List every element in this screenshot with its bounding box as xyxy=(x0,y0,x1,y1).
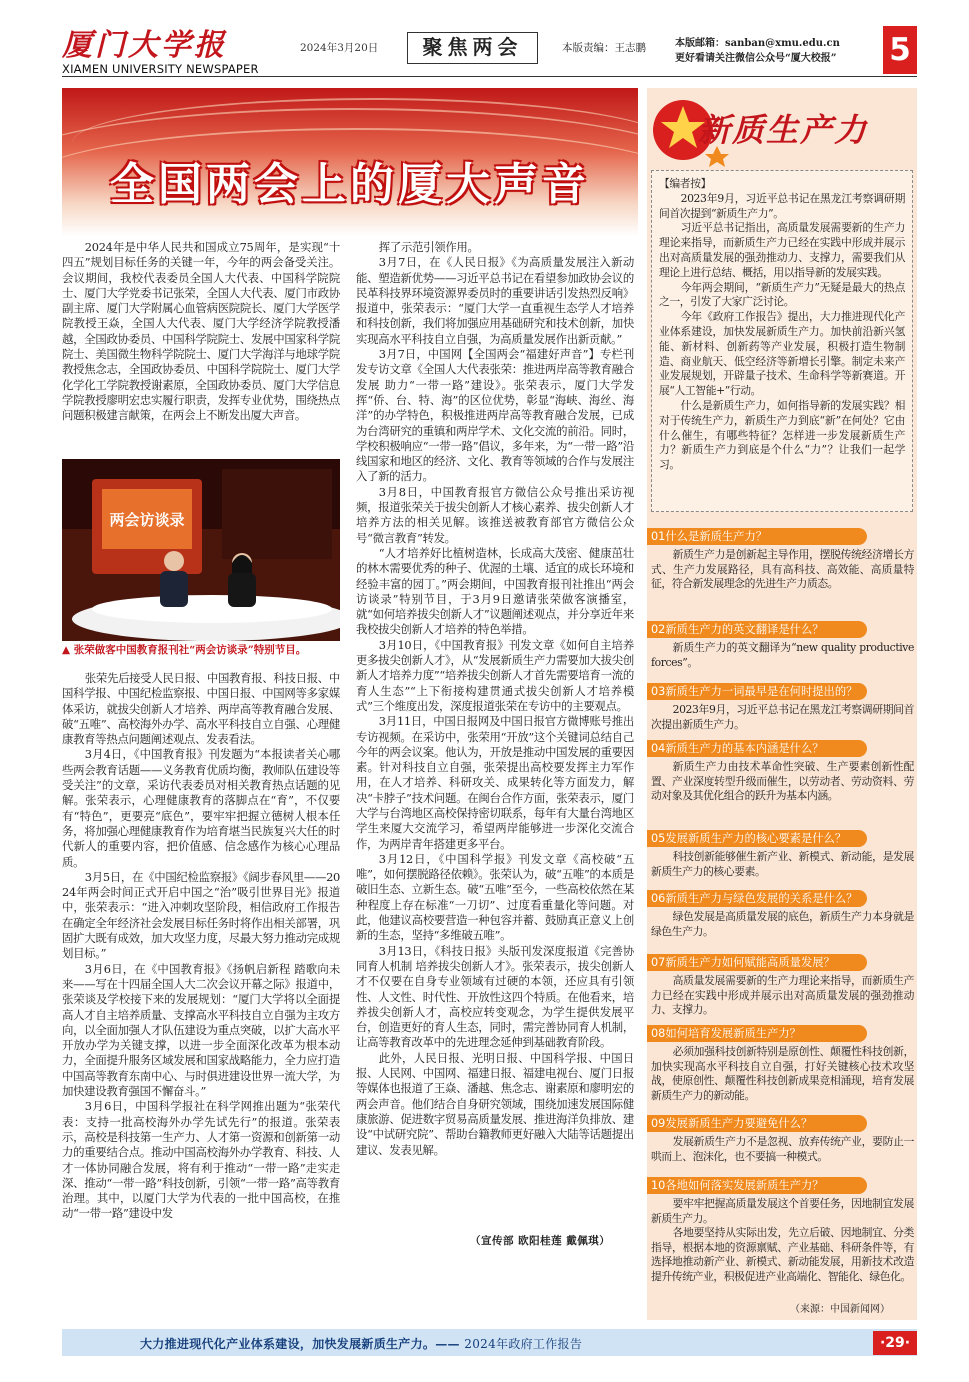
editor-note-box xyxy=(651,170,913,512)
editor-note-paragraph: 今年《政府工作报告》提出，大力推进现代化产业体系建设，加快发展新质生产力。加快前沿新兴氢能、新材料、创新药等产业发展，积极打造生物制造、商业航天、低空经济等新增长引擎。制定未来产业发展规划，开辟量子技术、生命科学等新赛道。开展“人工智能+”行动。 xyxy=(659,310,905,398)
page-number-badge: 5 xyxy=(883,26,917,74)
qa-answer xyxy=(651,548,914,592)
qa-question: 08如何培育发展新质生产力？ xyxy=(647,1025,867,1042)
headline: 全国两会上的厦大声音 xyxy=(110,159,590,210)
qa-answer xyxy=(651,850,914,879)
qa-answer-paragraph: 高质量发展需要新的生产力理论来指导，而新质生产力已经在实践中形成并展示出对高质量发展的强劲推动力、支撑力。 xyxy=(651,974,914,1016)
article-paragraph: 此外，人民日报、光明日报、中国科学报、中国日报、人民网、中国网、福建日报、福建电视台、厦门日报等媒体也报道了王焱、潘越、焦念志、谢素原和廖明宏的两会声音。他们结合自身研究领域，围绕加速发展国际健康旅游、促进数字贸易高质量发展、推进海洋负排放、建设“中试研究院”、帮助台籍教师更好融入大陆等话题提出建议、发表见解。 xyxy=(356,1050,634,1157)
article-paragraph: 3月5日，在《中国纪检监察报》《阔步春风里——2024年两会时间正式开启中国之“治”吸引世界目光》报道中，张荣表示：“进入冲刺攻坚阶段，相信政府工作报告在确定全年经济社会发展目标任务时将作出相关部署，巩固扩大既有成效，加大攻坚力度，尽最大努力推动完成规划目标。” xyxy=(62,869,340,961)
sidebar-title: 新质生产力 xyxy=(698,111,869,149)
qa-answer xyxy=(651,1197,914,1284)
article-byline: （宣传部 欧阳桂莲 戴佩琪） xyxy=(470,1235,611,1247)
qa-question: 09发展新质生产力要避免什么？ xyxy=(647,1115,867,1132)
qa-answer-paragraph: 各地要坚持从实际出发，先立后破、因地制宜、分类指导，根据本地的资源禀赋、产业基础、科研条件等，有选择地推动新产业、新模式、新动能发展，用新技术改造提升传统产业，积极促进产业高端化、智能化、绿色化。 xyxy=(651,1226,914,1283)
qa-answer xyxy=(651,1045,914,1103)
page-editor: 本版责编：王志鹏 xyxy=(562,42,646,54)
editor-note-paragraph: 今年两会期间，“新质生产力”无疑是最大的热点之一，引发了大家广泛讨论。 xyxy=(659,280,905,309)
article-column-1 xyxy=(62,240,340,424)
qa-question: 10各地如何落实发展新质生产力？ xyxy=(647,1177,867,1194)
qa-question: 05发展新质生产力的核心要素是什么？ xyxy=(647,830,867,847)
studio-scene xyxy=(62,459,340,654)
article-column-2 xyxy=(356,240,634,1158)
email-line: 本版邮箱：sanban@xmu.edu.cn xyxy=(675,38,840,49)
article-paragraph: 3月11日，中国日报网及中国日报官方微博账号推出专访视频。在采访中，张荣用“开放”这个关键词总结自己今年的两会议案。他认为，开放是推动中国发展的重要因素。针对科技自立自强，张荣提出高校要发挥主力军作用，在人才培养、科研攻关、成果转化等方面发力，解决“卡脖子”技术问题。在闽台合作方面，张荣表示，厦门大学与台湾地区高校保持密切联系，每年有大量台湾地区学生来厦大交流学习，希望两岸能够进一步深化交流合作，为两岸青年搭建更多平台。 xyxy=(356,714,634,851)
article-paragraph: 3月6日，在《中国教育报》《扬帆启新程 踏歌向未来——写在十四届全国人大二次会议开幕之际》报道中，张荣谈及学校接下来的发展规划：“厦门大学将以全面提高人才自主培养质量、支撑高水平科技自立自强为主攻方向，以全面加强人才队伍建设为重点突破，以扩大高水平开放办学为关键支撑，以进一步全面深化改革为根本动力，全面提升服务区域发展和国家战略能力，全力应打造中国高等教育东南中心、与时俱进建设世界一流大学，为加快建设教育强国不懈奋斗。” xyxy=(62,961,340,1099)
article-paragraph: 3月6日，中国科学报社在科学网推出题为“张荣代表：支持一批高校海外办学先试先行”的报道。张荣表示，高校是科技第一生产力、人才第一资源和创新第一动力的重要结合点。推动中国高校海外办学教育、科技、人才一体协同融合发展，将有利于推动“一带一路”走实走深、推动“一带一路”科技创新，引领“一带一路”高等教育治理。其中，以厦门大学为代表的一批中国高校，在推动“一带一路”建设中发 xyxy=(62,1099,340,1221)
qa-question: 04新质生产力的基本内涵是什么？ xyxy=(647,740,867,757)
contact-info xyxy=(675,36,840,66)
qa-answer-paragraph: 发展新质生产力不是忽视、放弃传统产业，要防止一哄而上、泡沫化，也不要搞一种模式。 xyxy=(651,1135,914,1163)
host-head xyxy=(164,551,184,571)
headline-banner xyxy=(62,88,638,236)
qa-question: 02新质生产力的英文翻译是什么？ xyxy=(647,621,867,638)
qa-answer-paragraph: 新质生产力的英文翻译为“new quality productive forces”。 xyxy=(651,641,914,669)
section-title: 聚焦两会 xyxy=(407,32,538,64)
article-paragraph: 3月4日，《中国教育报》刊发题为“本报读者关心哪些两会教育话题——义务教育优质均衡，教师队伍建设等受关注”的文章，采访代表委员对相关教育热点话题的见解。张荣表示，心理健康教育的落脚点在“育”，不仅要有“特色”，更要亮“底色”，要牢牢把握立德树人根本任务，将加强心理健康教育作为培育堪当民族复兴大任的时代新人的重要内容，把价值感、信念感作为核心心理品质。 xyxy=(62,747,340,869)
qa-question: 06新质生产力与绿色发展的关系是什么？ xyxy=(647,890,867,907)
masthead-logo: 厦门大学报 xyxy=(62,28,227,63)
host-body xyxy=(160,571,188,607)
editor-note-paragraph: 习近平总书记指出，高质量发展需要新的生产力理论来指导，而新质生产力已经在实践中形成并展示出对高质量发展的强劲推动力、支撑力，需要我们从理论上进行总结、概括，用以指导新的发展实践。 xyxy=(659,221,905,279)
qa-question: 03新质生产力一词最早是在何时提出的？ xyxy=(647,683,867,700)
qa-answer-paragraph: 要牢牢把握高质量发展这个首要任务，因地制宜发展新质生产力。 xyxy=(651,1197,914,1225)
qa-answer-paragraph: 科技创新能够催生新产业、新模式、新动能，是发展新质生产力的核心要素。 xyxy=(651,850,914,878)
article-paragraph: “人才培养好比植树造林，长成高大茂密、健康茁壮的林木需要优秀的种子、优渥的土壤、适宜的成长环境和经验丰富的园丁。”两会期间，中国教育报刊社推出“两会访谈录”特别节目，于3月9日邀请张荣做客演播室，就“如何培养拔尖创新人才”议题阐述观点，并分享近年来我校拔尖创新人才培养的特色举措。 xyxy=(356,545,634,637)
footer-page-number: ·29· xyxy=(873,1331,917,1355)
article-paragraph: 2024年是中华人民共和国成立75周年，是实现“十四五”规划目标任务的关键一年，今年的两会备受关注。会议期间，我校代表委员全国人大代表、中国科学院院士、厦门大学党委书记张荣，全国人大代表、厦门市政协副主席、厦门大学附属心血管病医院院长、厦门大学医学院教授王焱，全国人大代表、厦门大学经济学院教授潘越，全国政协委员、中国科学院院士、发展中国家科学院院士、美国微生物科学院院士、厦门大学海洋与地球学院教授焦念志，全国政协委员、中国科学院院士、厦门大学化学化工学院教授谢素原，全国政协委员、厦门大学信息学院教授廖明宏忠实履行职责，发挥专业优势，围绕热点问题积极建言献策，在两会上不断发出厦大声音。 xyxy=(62,240,340,423)
qa-answer xyxy=(651,1135,914,1164)
qa-question: 07新质生产力如何赋能高质量发展？ xyxy=(647,954,867,971)
qa-answer-paragraph: 新质生产力是创新起主导作用，摆脱传统经济增长方式、生产力发展路径，具有高科技、高效能、高质量特征，符合新发展理念的先进生产力质态。 xyxy=(651,548,914,590)
article-paragraph: 挥了示范引领作用。 xyxy=(378,240,479,254)
follow-line: 更好看请关注微信公众号“厦大校报” xyxy=(675,53,837,64)
masthead-english: XIAMEN UNIVERSITY NEWSPAPER xyxy=(62,62,259,76)
interview-photo xyxy=(62,459,340,654)
qa-question: 01什么是新质生产力？ xyxy=(647,528,867,545)
studio-sign: 两会访谈录 xyxy=(109,511,185,529)
qa-answer-paragraph: 新质生产力由技术革命性突破、生产要素创新性配置、产业深度转型升级而催生，以劳动者、劳动资料、劳动对象及其优化组合的跃升为基本内涵。 xyxy=(651,760,914,802)
qa-answer xyxy=(651,910,914,939)
footer-quote-text: 大力推进现代化产业体系建设，加快发展新质生产力。—— xyxy=(140,1337,460,1351)
photo-caption: ▲ 张荣做客中国教育报刊社“两会访谈录”特别节目。 xyxy=(62,641,340,657)
article-paragraph: 3月12日，《中国科学报》刊发文章《高校破“五唯”，如何摆脱路径依赖》。张荣认为，破“五唯”的本质是破旧生态、立新生态。破“五唯”至今，一些高校依然在某种程度上存在标准“一刀切”、过度看重量化等问题。对此，他建议高校要营造一种包容并蓄、鼓励真正意义上创新的生态，坚持“多维破五唯”。 xyxy=(356,851,634,943)
article-column-1-continued xyxy=(62,671,340,1222)
qa-answer xyxy=(651,974,914,1018)
issue-date: 2024年3月20日 xyxy=(300,42,379,54)
desk-top xyxy=(92,595,332,623)
footer-quote-source: 2024年政府工作报告 xyxy=(464,1337,583,1351)
sidebar-source: （来源：中国新闻网） xyxy=(790,1304,890,1315)
qa-answer-paragraph: 必须加强科技创新特别是原创性、颠覆性科技创新，加快实现高水平科技自立自强，打好关键核心技术攻坚战，使原创性、颠覆性科技创新成果竞相涌现，培育发展新质生产力的新动能。 xyxy=(651,1045,914,1102)
header-divider xyxy=(62,76,917,77)
qa-answer xyxy=(651,760,914,804)
editor-note-label: 【编者按】 xyxy=(659,177,711,190)
qa-answer xyxy=(651,703,914,732)
article-paragraph: 3月13日，《科技日报》头版刊发深度报道《完善协同育人机制 培养拔尖创新人才》。张荣表示，拔尖创新人才不仅要在自身专业领域有过硬的本领，还应具有引领性、人文性、时代性、开放性这四个特质。在他看来，培养拔尖创新人才，高校应转变观念，为学生提供发展平台，创造更好的育人生态，同时，需完善协同育人机制，让高等教育改革中的先进理念延伸到基础教育阶段。 xyxy=(356,943,634,1050)
guest-body xyxy=(228,573,256,607)
qa-answer-paragraph: 绿色发展是高质量发展的底色，新质生产力本身就是绿色生产力。 xyxy=(651,910,914,938)
article-paragraph: 3月8日，中国教育报官方微信公众号推出采访视频，报道张荣关于拔尖创新人才核心素养、拔尖创新人才培养方法的相关见解。该推送被教育部官方微信公众号“微言教育”转发。 xyxy=(356,484,634,545)
article-paragraph: 3月7日，在《人民日报》《为高质量发展注入新动能、塑造新优势——习近平总书记在看望参加政协会议的民革科技界环境资源界委员时的重要讲话引发热烈反响》报道中，张荣表示：“厦门大学一直重视生态学人才培养和科技创新，我们将加强应用基础研究和技术创新，加快实现高水平科技自立自强，为高质量发展作出新贡献。” xyxy=(356,255,634,346)
article-paragraph: 3月10日，《中国教育报》刊发文章《如何自主培养更多拔尖创新人才》，从“发展新质生产力需要加大拔尖创新人才培养力度”“培养拔尖创新人才首先需要培育一流的育人生态”“上下衔接构建贯通式拔尖创新人才培养模式”三个维度出发，深度报道张荣在专访中的主要观点。 xyxy=(356,637,634,713)
editor-note-paragraph: 什么是新质生产力，如何指导新的发展实践？相对于传统生产力，新质生产力到底“新”在何处？它由什么催生，有哪些特征？怎样进一步发展新质生产力？新质生产力到底是个什么“力”？让我们一起学习。 xyxy=(659,398,905,472)
article-paragraph: 3月7日，中国网【全国两会“福建好声音”】专栏刊发专访文章《全国人大代表张荣：推进两岸高等教育融合发展 助力“一带一路”建设》。张荣表示，厦门大学发挥“侨、台、特、海”的区位优势，彰显“海峡、海丝、海洋”的办学特色，积极推进两岸高等教育融合发展，已成为台湾研究的重镇和两岸学术、文化交流的前沿。同时，学校积极响应“一带一路”倡议，多年来，为“一带一路”沿线国家和地区的经济、文化、教育等领域的合作与发展注入了新的活力。 xyxy=(356,347,634,484)
qa-answer-paragraph: 2023年9月，习近平总书记在黑龙江考察调研期间首次提出新质生产力。 xyxy=(651,703,914,731)
article-paragraph: 张荣先后接受人民日报、中国教育报、科技日报、中国科学报、中国纪检监察报、中国日报、中国网等多家媒体采访，就拔尖创新人才培养、两岸高等教育融合发展、破“五唯”、高校海外办学、高水平科技自立自强、心理健康教育等热点问题阐述观点、发表看法。 xyxy=(62,671,340,747)
qa-answer xyxy=(651,641,914,670)
footer-quote xyxy=(140,1335,582,1352)
editor-note-paragraph: 2023年9月，习近平总书记在黑龙江考察调研期间首次提到“新质生产力”。 xyxy=(659,191,905,220)
